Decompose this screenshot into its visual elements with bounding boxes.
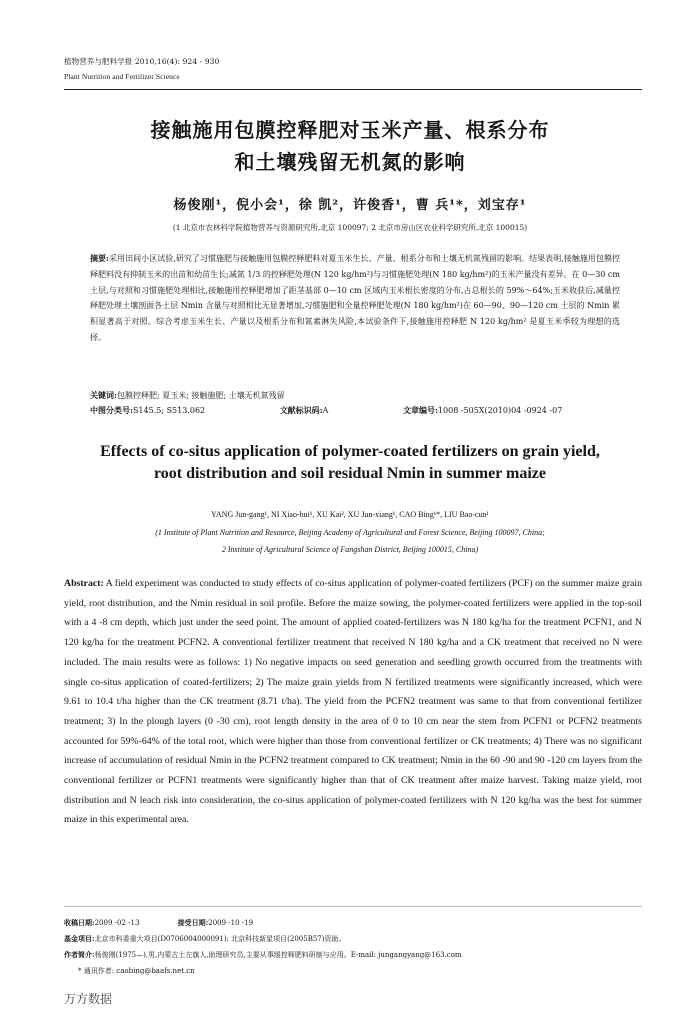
abstract-cn-label: 摘要: (90, 253, 110, 263)
affiliation-cn: (1 北京市农林科学院植物营养与资源研究所,北京 100097; 2 北京市房山区农业科学研究所,北京 100015) (172, 223, 528, 232)
received-label: 收稿日期: (64, 918, 95, 927)
keywords-cn-text: 包膜控释肥; 夏玉米; 接触施肥; 土壤无机氮残留 (116, 391, 285, 400)
author-bio-value: 杨俊刚(1975—),男,内蒙古土左旗人,助理研究员,主要从事缓控释肥料研制与应用。E-mail: jungangyang@163.com (94, 951, 462, 959)
journal-header-cn: 植物营养与肥料学报 2010,16(4): 924 - 930 (64, 57, 220, 66)
affiliation-en-line2: 2 Institute of Agricultural Science of Fangshan District, Beijing 100015, China) (221, 545, 479, 554)
footnote-funding (64, 934, 642, 944)
title-cn-line1: 接触施用包膜控释肥对玉米产量、根系分布 (150, 118, 550, 142)
wanfang-watermark: 万方数据 (64, 992, 113, 1006)
received-date (64, 919, 139, 927)
accepted-value: 2009 -10 -19 (208, 919, 254, 927)
funding-label: 基金项目: (64, 934, 95, 943)
accepted-date (178, 919, 253, 927)
doc-code-label: 文献标识码: (279, 405, 323, 415)
header-divider (64, 89, 642, 90)
accepted-label: 接受日期: (177, 918, 209, 927)
footnote-divider (64, 906, 642, 907)
title-cn-line2: 和土壤残留无机氮的影响 (234, 150, 466, 174)
footnote-author (64, 950, 642, 960)
footnote-corresponding: * 通讯作者: caobing@baafs.net.cn (78, 967, 195, 975)
abstract-en-label: Abstract: (64, 578, 104, 589)
clc-value: S145.5; S513.062 (132, 406, 206, 415)
abstract-cn (90, 251, 620, 346)
abstract-en-text: A field experiment was conducted to study effects of co-situs application of polymer-coated fertilizers (PCF) on the summer maize grain yield, root distribution, and the Nmin residual in soil profile. Before the maize sowing, the polymer-coated fertilizers were applied in the top-soil with a 4 -8 cm depth, which just under the seed point. The amount of applied coated-fertilizers was N 180 kg/ha for the treatment PCFN1, and N 120 kg/ha for the treatment PCFN2. A conventional fertilizer treatment that received N 180 kg/ha and a CK treatment that received no N were included. The main results were as follows: 1) No negative impacts on seed generation and seedling growth occurred from the treatments with single co-situs application of coated-fertilizers; 2) The maize grain yields from N fertilized treatments were significantly increased, which were 9.61 to 10.4 t/ha higher than the CK treatment (8.71 t/ha). The yield from the PCFN2 treatment was same to that from conventional fertilizer treatment; 3) In the plough layers (0 -30 cm), root length density in the area of 0 to 10 cm near the stem from PCFN1 or PCFN2 treatments accounted for 59%-64% of the total root, which were higher than those from conventional fertilizer or CK treatments; 4) There was no significant increase of accumulation of residual Nmin in the PCFN2 treatment compared to CK treatment; Nmin in the 60 -90 and 90 -120 cm layers from the conventional fertilizer or PCFN1 treatments were significantly higher than that of CK treatment after maize harvest. Taking maize yield, root distribution and N leach risk into consideration, the co-situs application of polymer-coated fertilizers with N 120 kg/ha was the best for summer maize in this experimental area. (64, 578, 642, 826)
keywords-cn (90, 390, 285, 401)
classification-row (90, 405, 634, 416)
affiliation-en-line1: (1 Institute of Plant Nutrition and Resource, Beijing Academy of Agricultural and Forest Science, Beijing 100097, China; (155, 528, 545, 537)
footnote-dates (64, 918, 642, 928)
authors-en: YANG Jun-gang¹, NI Xiao-hui¹, XU Kai², XU Jun-xiang¹, CAO Bing¹*, LIU Bao-cun¹ (211, 510, 489, 519)
keywords-cn-label: 关键词: (90, 390, 117, 400)
author-bio-label: 作者简介: (64, 950, 95, 959)
abstract-en (64, 574, 642, 830)
journal-header-en: Plant Nutrition and Fertilizer Science (64, 72, 180, 81)
abstract-cn-text: 采用田间小区试验,研究了习惯施肥与接触施用包膜控释肥料对夏玉米生长、产量、根系分布和土壤无机氮残留的影响。结果表明,接触施用包膜控释肥料没有抑制玉米的出苗和幼苗生长;减氮 1/3 的控释肥处理(N 120 kg/hm²)与习惯施肥处理(N 180 kg/hm²)的玉米产量没有差异。在 0—30 cm 土层,与对照和习惯施肥处理相比,接触施用控释肥增加了距茎基部 0—10 cm 区域内玉米根长密度的分布,占总根长的 59%～64%;玉米收获后,减量控释肥处理土壤剖面各土层 Nmin 含量与对照相比无显著增加,习惯施肥和全量控释肥处理(N 180 kg/hm²)在 60—90、90—120 cm 土层的 Nmin 累积显著高于对照。综合考虑玉米生长、产量以及根系分布和氮素淋失风险,本试验条件下,接触施用控释肥 N 120 kg/hm² 是夏玉米季较为理想的选择。 (90, 254, 620, 342)
funding-value: 北京市科委重大项目(D0706004000091); 北京科技新星项目(2005B57)资助。 (94, 935, 346, 943)
title-en-line1: Effects of co-situs application of polymer-coated fertilizers on grain yield, (100, 443, 600, 460)
title-en-line2: root distribution and soil residual Nmin in summer maize (153, 465, 547, 482)
article-number-field (403, 406, 598, 415)
article-number-label: 文章编号: (402, 405, 438, 415)
doc-code-field (280, 406, 365, 415)
article-number-value: 1008 -505X(2010)04 -0924 -07 (437, 406, 563, 415)
received-value: 2009 -02 -13 (94, 919, 140, 927)
clc-label: 中图分类号: (90, 405, 133, 415)
authors-cn: 杨俊刚¹，倪小会¹，徐 凯²，许俊香¹，曹 兵¹*，刘宝存¹ (173, 198, 527, 213)
clc-field (90, 406, 241, 415)
doc-code-value: A (322, 406, 329, 415)
